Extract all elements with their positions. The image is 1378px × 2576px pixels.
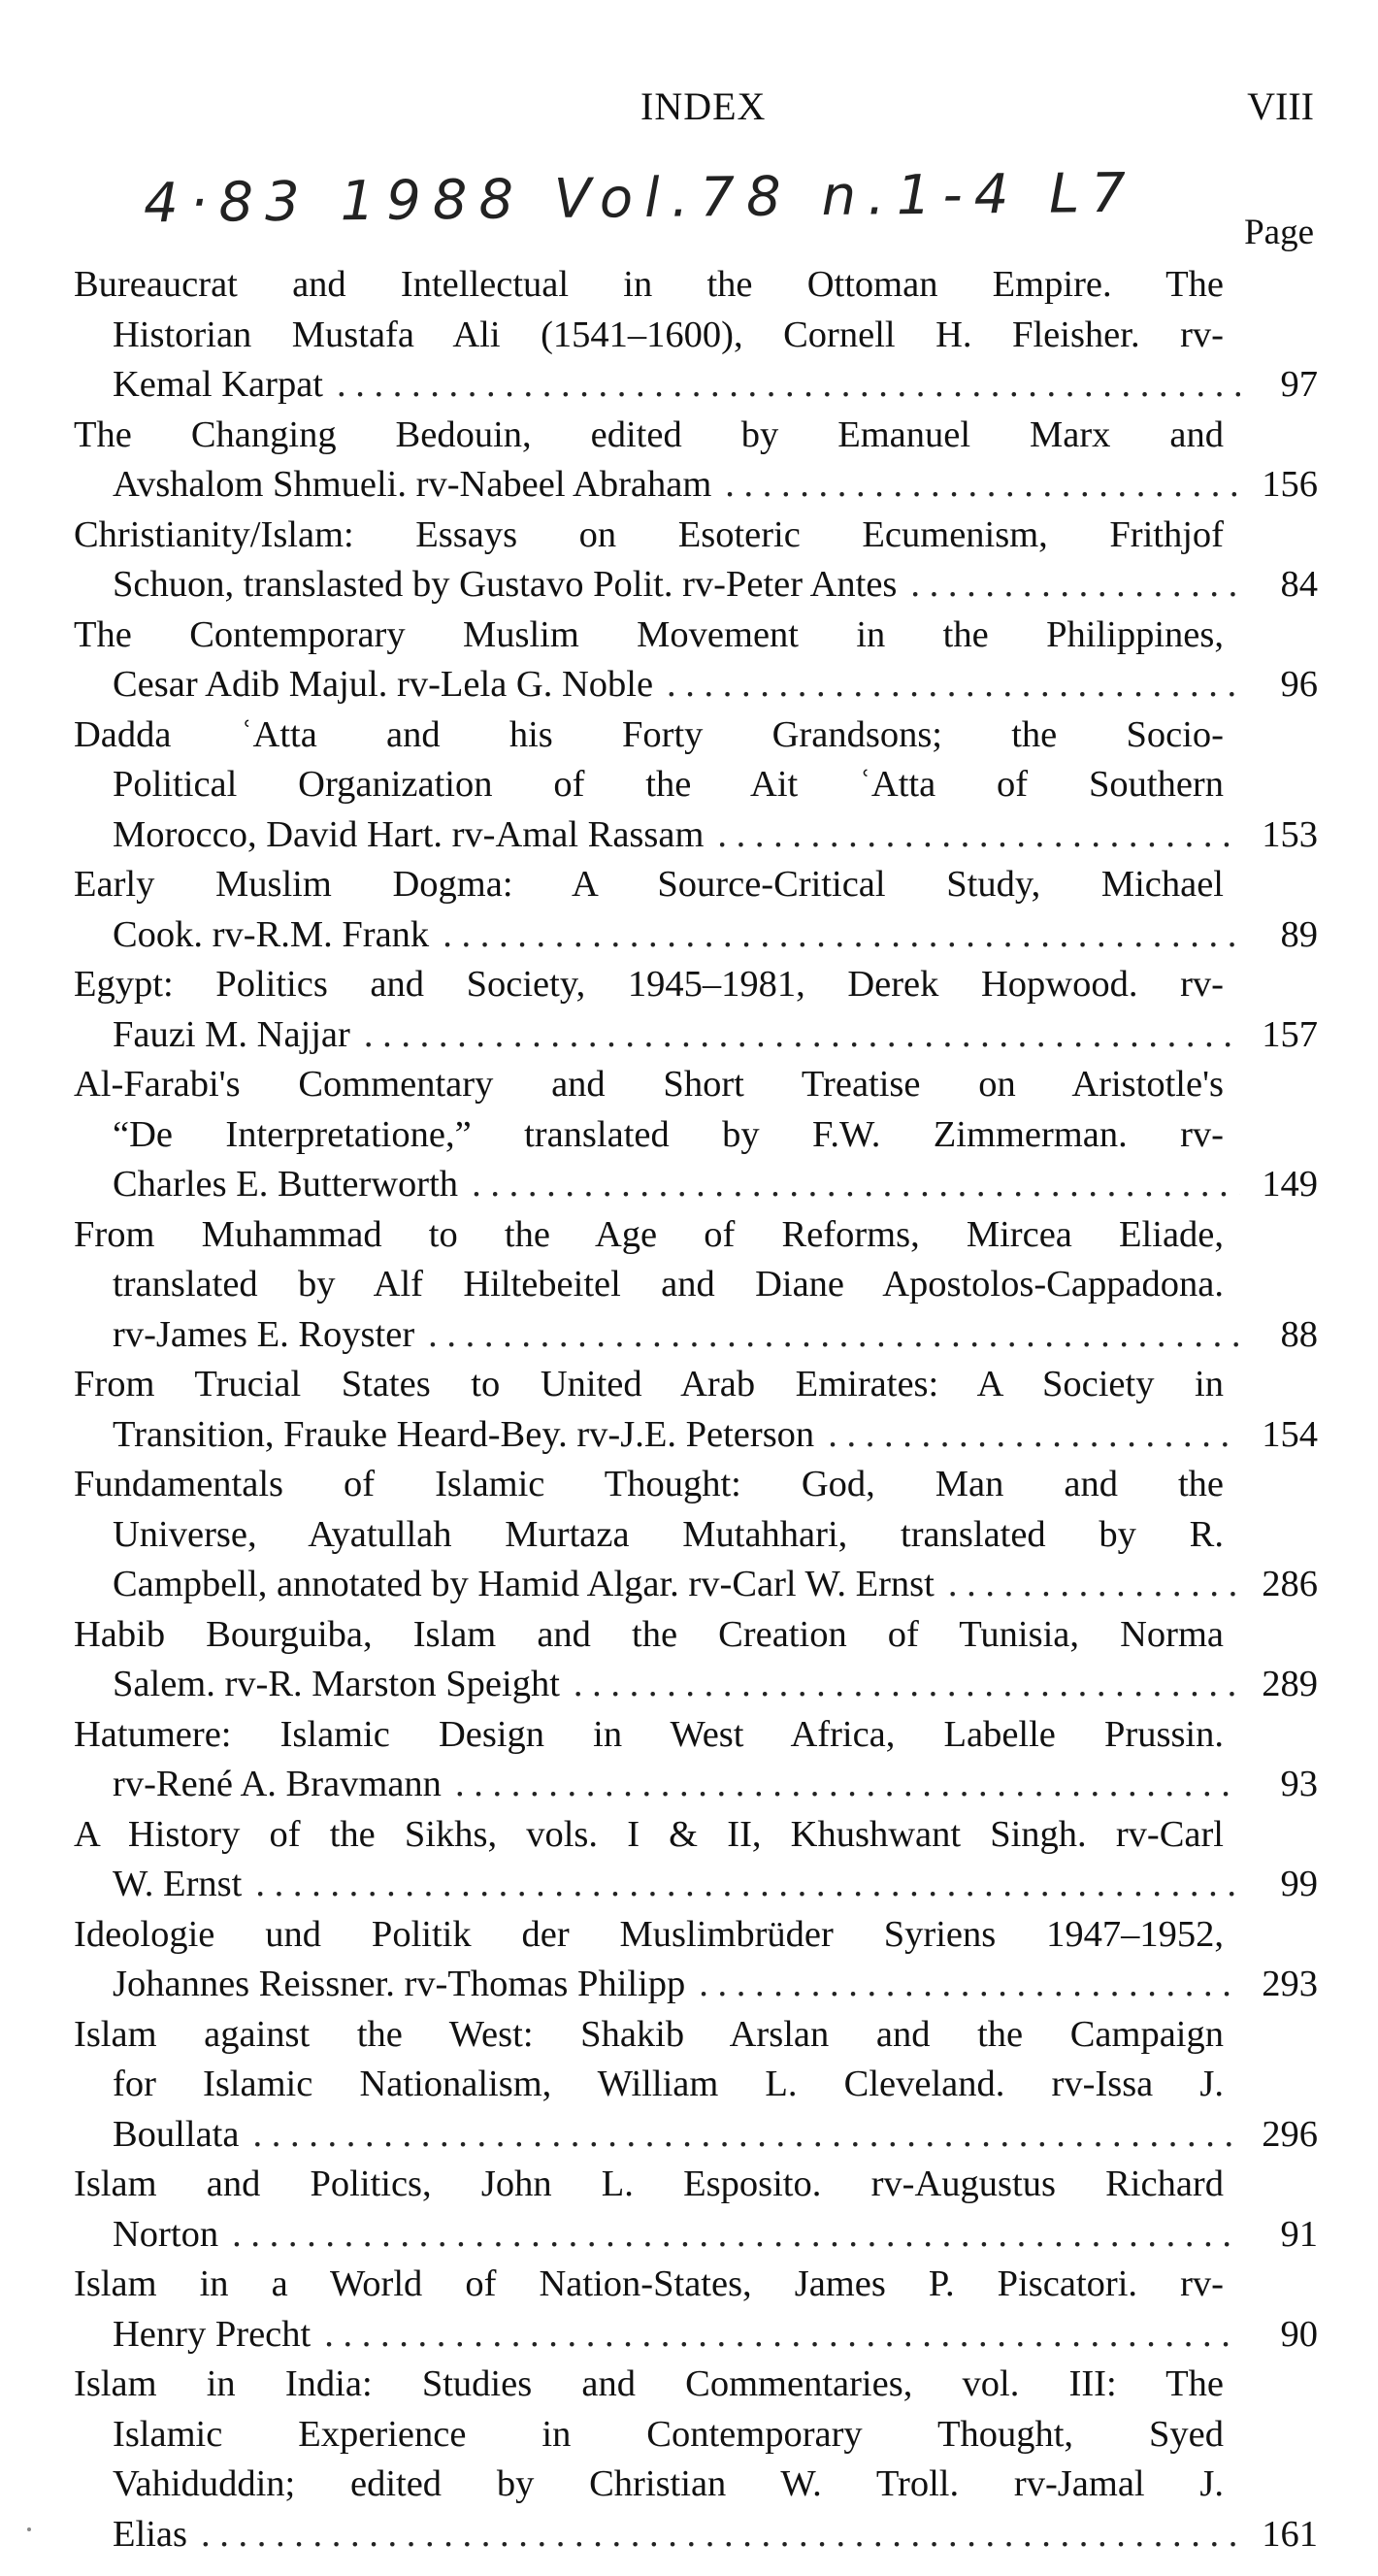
entry-last-line — [74, 1160, 1318, 1210]
index-entry — [74, 1360, 1318, 1460]
entry-last-line — [74, 1860, 1318, 1910]
page-number: 88 — [1280, 1313, 1318, 1355]
entry-last-line — [74, 2510, 1318, 2560]
index-entry — [74, 2010, 1318, 2161]
entry-line: Al-Farabi's Commentary and Short Treatise on Aristotle's — [74, 1064, 1224, 1105]
page-number: 296 — [1262, 2113, 1318, 2155]
dot-leader — [574, 1660, 1240, 1710]
dot-leader — [472, 1160, 1240, 1210]
entry-reviewer-text: Avshalom Shmueli. rv-Nabeel Abraham — [113, 464, 712, 505]
page-number: 97 — [1280, 364, 1318, 405]
entry-line: From Muhammad to the Age of Reforms, Mircea Eliade, — [74, 1213, 1224, 1255]
entry-line: Historian Mustafa Ali (1541–1600), Cornell H. Fleisher. rv- — [113, 314, 1224, 355]
index-entry — [74, 511, 1318, 611]
dot-leader — [252, 2110, 1240, 2161]
entry-reviewer-text: rv-James E. Royster — [113, 1313, 415, 1355]
entry-last-line — [74, 2110, 1318, 2161]
entry-last-line — [74, 1010, 1318, 1061]
entry-reviewer-text: Henry Precht — [113, 2313, 312, 2355]
dot-leader — [717, 810, 1240, 861]
dot-leader — [255, 1860, 1240, 1910]
index-entry — [74, 860, 1318, 960]
page-number: 153 — [1262, 813, 1318, 855]
entry-line: Egypt: Politics and Society, 1945–1981, Derek Hopwood. rv- — [74, 964, 1224, 1005]
entry-reviewer-text: rv-René A. Bravmann — [113, 1764, 442, 1804]
entry-last-line — [74, 2210, 1318, 2261]
entry-line: Islamic Experience in Contemporary Thought, Syed — [113, 2413, 1224, 2455]
page-number: 286 — [1262, 1564, 1318, 1604]
entry-line: for Islamic Nationalism, William L. Cleveland. rv-Issa J. — [113, 2064, 1224, 2104]
entry-reviewer-text: Transition, Frauke Heard-Bey. rv-J.E. Peterson — [113, 1413, 815, 1455]
dot-leader — [201, 2510, 1240, 2560]
entry-last-line — [74, 360, 1318, 411]
entry-last-line — [74, 1760, 1318, 1810]
entry-line: Early Muslim Dogma: A Source-Critical Study, Michael — [74, 864, 1224, 905]
dot-leader — [337, 360, 1240, 411]
page-number: 99 — [1280, 1864, 1318, 1904]
index-entry — [74, 1610, 1318, 1710]
entry-last-line — [74, 1310, 1318, 1361]
index-entry — [74, 1060, 1318, 1210]
entry-reviewer-text: Boullata — [113, 2113, 240, 2155]
dot-leader — [232, 2210, 1240, 2261]
entry-line: Islam in India: Studies and Commentaries, vol. III: The — [74, 2363, 1224, 2404]
entry-reviewer-text: Campbell, annotated by Hamid Algar. rv-Carl W. Ernst — [113, 1564, 935, 1604]
page-number: 84 — [1280, 564, 1318, 605]
index-entry-list — [74, 260, 1318, 2559]
index-entry — [74, 1910, 1318, 2010]
entry-line: Habib Bourguiba, Islam and the Creation of Tunisia, Norma — [74, 1613, 1224, 1655]
entry-reviewer-text: Fauzi M. Najjar — [113, 1013, 350, 1055]
entry-line: Christianity/Islam: Essays on Esoteric Ecumenism, Frithjof — [74, 513, 1224, 555]
dot-leader — [428, 1310, 1240, 1361]
handwritten-annotation: 4·83 1988 Vol.78 n.1-4 L7 — [143, 161, 1138, 236]
page-number: 161 — [1262, 2513, 1318, 2555]
page-number: 157 — [1262, 1013, 1318, 1055]
page-number: 96 — [1280, 664, 1318, 705]
entry-line: Islam and Politics, John L. Esposito. rv-Augustus Richard — [74, 2163, 1224, 2204]
entry-reviewer-text: Schuon, translasted by Gustavo Polit. rv-Peter Antes — [113, 564, 898, 605]
entry-line: Bureaucrat and Intellectual in the Ottoman Empire. The — [74, 264, 1224, 305]
entry-line: Hatumere: Islamic Design in West Africa, Labelle Prussin. — [74, 1713, 1224, 1755]
entry-last-line — [74, 1410, 1318, 1461]
dot-leader — [699, 1960, 1240, 2010]
index-entry — [74, 2260, 1318, 2360]
page-number: 93 — [1280, 1764, 1318, 1804]
dot-leader — [443, 910, 1240, 961]
entry-reviewer-text: Morocco, David Hart. rv-Amal Rassam — [113, 813, 705, 855]
index-entry — [74, 1210, 1318, 1361]
page-number: 154 — [1262, 1413, 1318, 1455]
entry-reviewer-text: Cook. rv-R.M. Frank — [113, 913, 430, 955]
entry-line: Vahiduddin; edited by Christian W. Troll. rv-Jamal J. — [113, 2463, 1224, 2504]
dot-leader — [910, 560, 1240, 611]
dot-leader — [667, 660, 1240, 710]
index-entry — [74, 710, 1318, 861]
page-number: 149 — [1262, 1164, 1318, 1205]
entry-last-line — [74, 1560, 1318, 1610]
entry-line: From Trucial States to United Arab Emirates: A Society in — [74, 1364, 1224, 1404]
index-entry — [74, 1460, 1318, 1610]
entry-reviewer-text: Elias — [113, 2513, 187, 2555]
entry-reviewer-text: Kemal Karpat — [113, 364, 323, 405]
dot-leader — [455, 1760, 1240, 1810]
entry-last-line — [74, 910, 1318, 961]
entry-last-line — [74, 660, 1318, 710]
index-entry — [74, 2360, 1318, 2559]
entry-reviewer-text: Norton — [113, 2213, 219, 2255]
entry-reviewer-text: W. Ernst — [113, 1864, 243, 1904]
entry-line: A History of the Sikhs, vols. I & II, Khushwant Singh. rv-Carl — [74, 1813, 1224, 1855]
entry-last-line — [74, 1660, 1318, 1710]
index-entry — [74, 2160, 1318, 2260]
entry-line: Universe, Ayatullah Murtaza Mutahhari, translated by R. — [113, 1513, 1224, 1555]
dot-leader — [364, 1010, 1240, 1061]
page-number: 293 — [1262, 1964, 1318, 2004]
entry-reviewer-text: Cesar Adib Majul. rv-Lela G. Noble — [113, 664, 654, 705]
page-column-label: Page — [1244, 213, 1314, 252]
dot-leader — [828, 1410, 1240, 1461]
page-number: 91 — [1280, 2213, 1318, 2255]
index-entry — [74, 1710, 1318, 1810]
entry-last-line — [74, 1960, 1318, 2010]
entry-line: Islam in a World of Nation-States, James P. Piscatori. rv- — [74, 2263, 1224, 2304]
entry-line: The Contemporary Muslim Movement in the Philippines, — [74, 613, 1224, 655]
entry-reviewer-text: Johannes Reissner. rv-Thomas Philipp — [113, 1964, 686, 2004]
entry-line: Ideologie und Politik der Muslimbrüder Syriens 1947–1952, — [74, 1913, 1224, 1955]
entry-reviewer-text: Salem. rv-R. Marston Speight — [113, 1664, 560, 1704]
index-entry — [74, 411, 1318, 511]
page-number: 289 — [1262, 1664, 1318, 1704]
entry-last-line — [74, 810, 1318, 861]
entry-line: translated by Alf Hiltebeitel and Diane Apostolos-Cappadona. — [113, 1264, 1224, 1305]
page-number: 89 — [1280, 913, 1318, 955]
page-number: 90 — [1280, 2313, 1318, 2355]
paper-speck — [27, 2527, 31, 2531]
entry-line: “De Interpretatione,” translated by F.W. Zimmerman. rv- — [113, 1113, 1224, 1155]
entry-line: Islam against the West: Shakib Arslan and the Campaign — [74, 2013, 1224, 2055]
index-entry — [74, 960, 1318, 1060]
index-entry — [74, 1810, 1318, 1910]
entry-last-line — [74, 560, 1318, 611]
dot-leader — [324, 2310, 1240, 2361]
running-head: INDEX — [640, 84, 767, 128]
entry-last-line — [74, 2310, 1318, 2361]
page-number: 156 — [1262, 464, 1318, 505]
dot-leader — [948, 1560, 1240, 1610]
folio-number: VIII — [1247, 84, 1314, 128]
index-entry — [74, 611, 1318, 710]
dot-leader — [725, 460, 1240, 511]
entry-reviewer-text: Charles E. Butterworth — [113, 1164, 459, 1205]
entry-last-line — [74, 460, 1318, 511]
index-entry — [74, 260, 1318, 411]
entry-line: The Changing Bedouin, edited by Emanuel Marx and — [74, 413, 1224, 455]
entry-line: Dadda ʿAtta and his Forty Grandsons; the Socio- — [74, 713, 1224, 755]
entry-line: Political Organization of the Ait ʿAtta of Southern — [113, 764, 1224, 805]
entry-line: Fundamentals of Islamic Thought: God, Man and the — [74, 1464, 1224, 1504]
